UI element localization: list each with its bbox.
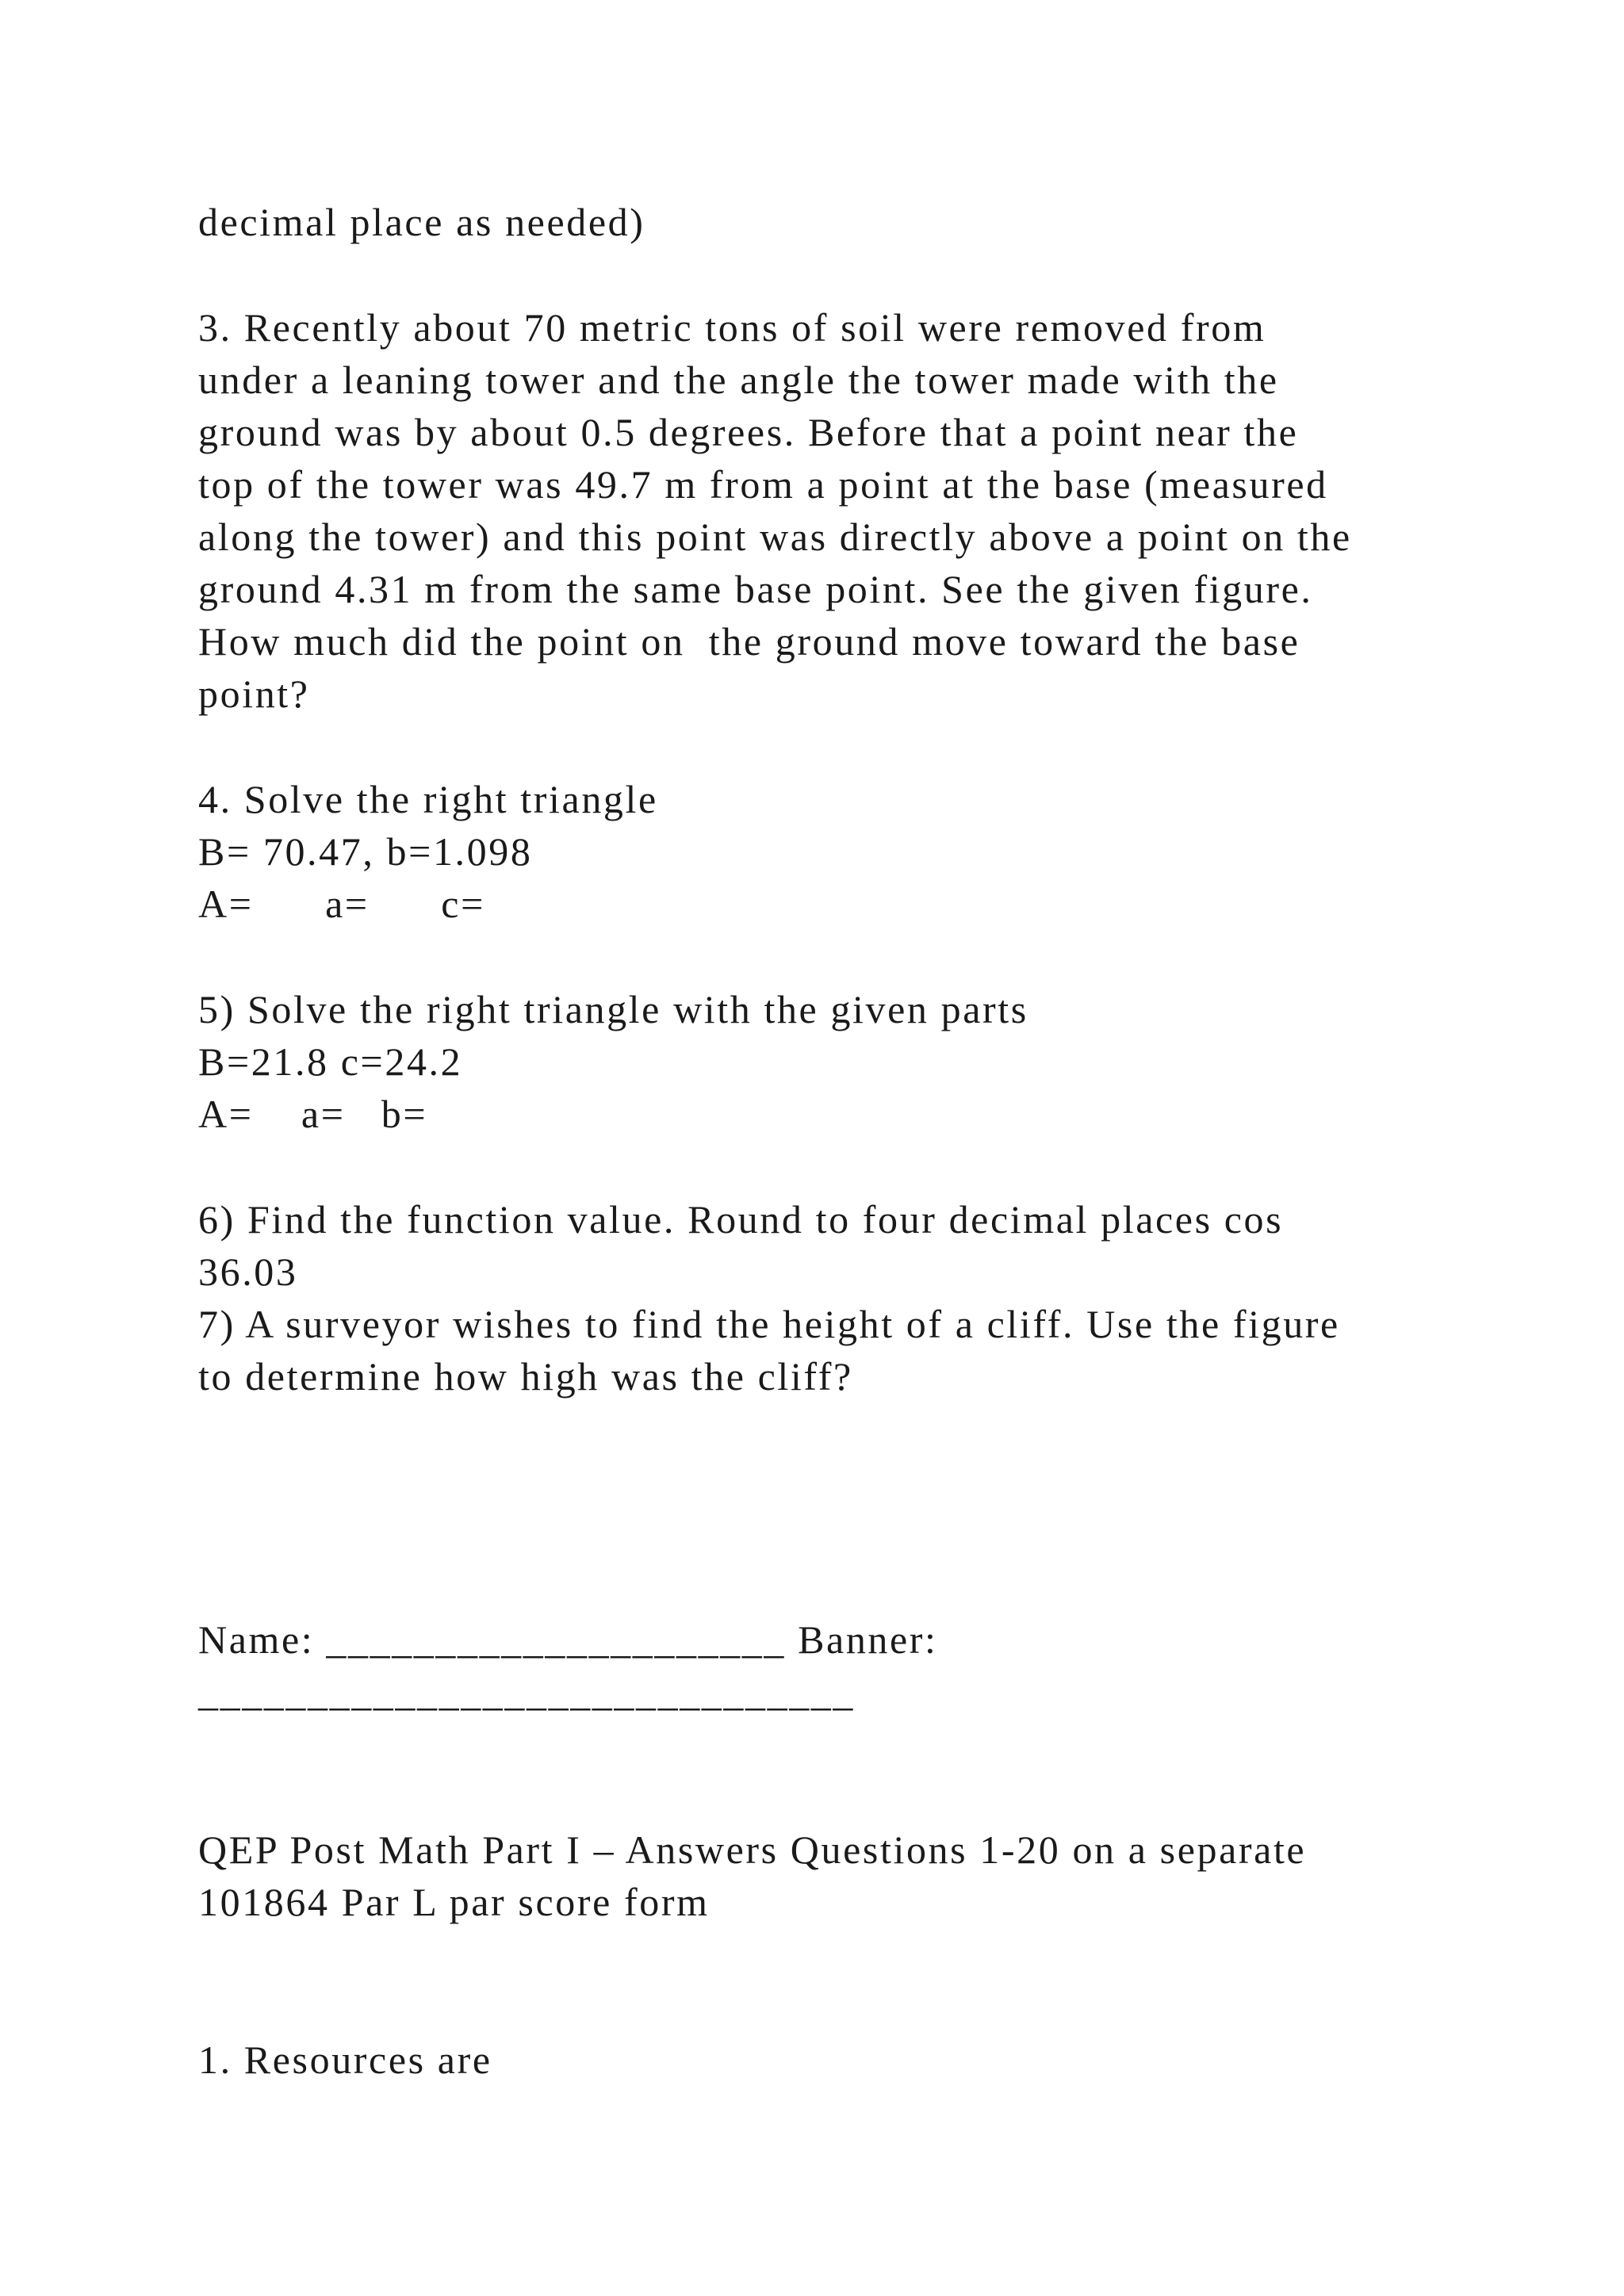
text-line-1: decimal place as needed) bbox=[198, 200, 645, 244]
q3-line-8: point? bbox=[198, 672, 310, 716]
section-title-line-2: 101864 Par L par score form bbox=[198, 1880, 710, 1924]
q3-line-4: top of the tower was 49.7 m from a point at the base (measured bbox=[198, 462, 1328, 507]
section-title-line-1: QEP Post Math Part I – Answers Questions 1-20 on a separate bbox=[198, 1827, 1307, 1872]
q4-line-3: A= a= c= bbox=[198, 882, 485, 926]
q3-line-6: ground 4.31 m from the same base point. See the given figure. bbox=[198, 567, 1313, 611]
q5-line-2: B=21.8 c=24.2 bbox=[198, 1039, 463, 1084]
q4-line-2: B= 70.47, b=1.098 bbox=[198, 829, 533, 874]
question-1-text: 1. Resources are bbox=[198, 2038, 492, 2082]
q7-line-2: to determine how high was the cliff? bbox=[198, 1354, 853, 1399]
q6-line-2: 36.03 bbox=[198, 1249, 298, 1294]
q3-line-7: How much did the point on the ground move toward the base bbox=[198, 619, 1300, 664]
q7-line-1: 7) A surveyor wishes to find the height of a cliff. Use the figure bbox=[198, 1302, 1340, 1346]
q3-line-5: along the tower) and this point was directly above a point on the bbox=[198, 515, 1352, 559]
q3-line-3: ground was by about 0.5 degrees. Before that a point near the bbox=[198, 410, 1299, 454]
q6-line-1: 6) Find the function value. Round to four decimal places cos bbox=[198, 1197, 1284, 1242]
q5-line-1: 5) Solve the right triangle with the given parts bbox=[198, 987, 1028, 1031]
q5-line-3: A= a= b= bbox=[198, 1092, 428, 1136]
q4-line-1: 4. Solve the right triangle bbox=[198, 777, 658, 821]
q3-line-1: 3. Recently about 70 metric tons of soil were removed from bbox=[198, 305, 1266, 350]
name-banner-line: Name: _____________________ Banner: bbox=[198, 1617, 938, 1662]
banner-underline: ______________________________ bbox=[198, 1670, 855, 1714]
q3-line-2: under a leaning tower and the angle the tower made with the bbox=[198, 358, 1279, 402]
